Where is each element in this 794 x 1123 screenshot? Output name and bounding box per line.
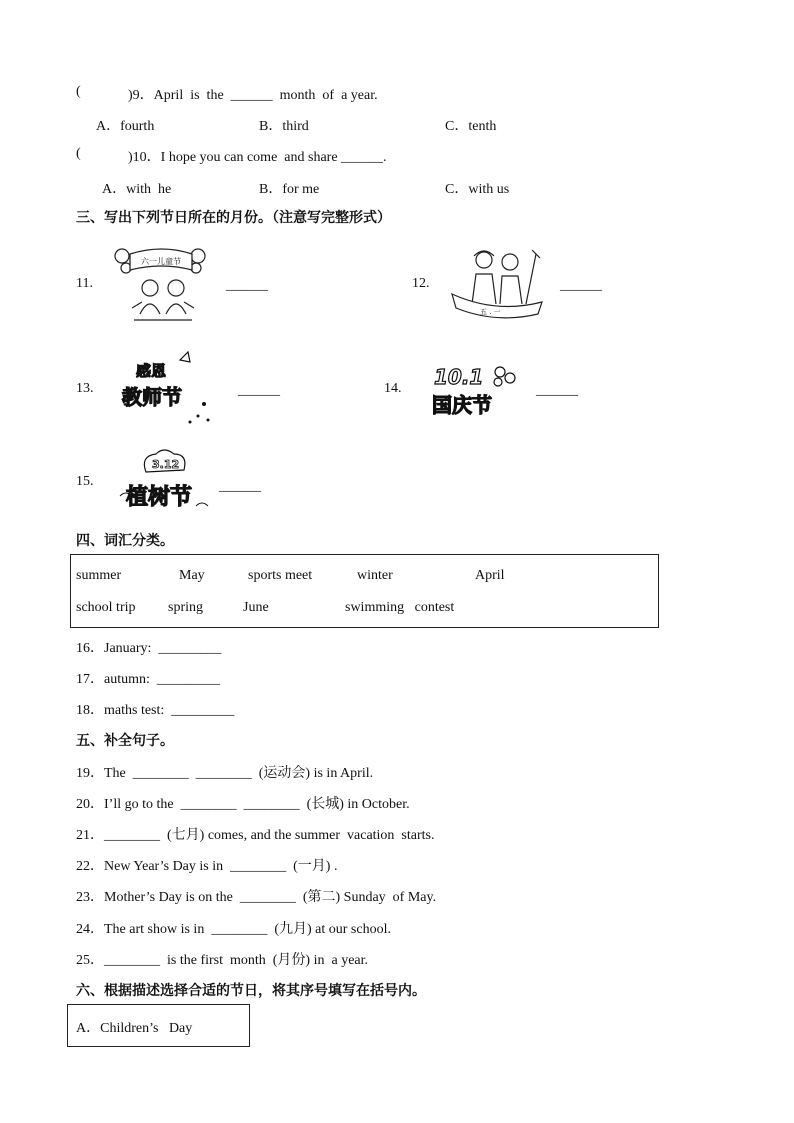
q18-text: 18．maths test: _________ — [76, 703, 235, 718]
tree-planting-top-caption: 3.12 — [152, 458, 180, 471]
q9-option-a: A．fourth — [96, 119, 155, 134]
childrens-day-caption: 六一儿童节 — [141, 257, 181, 266]
national-day-caption: 国庆节 — [432, 393, 492, 417]
option-a-label: A．Children’s Day — [76, 1021, 193, 1036]
section4-title: 四、词汇分类。 — [76, 533, 174, 549]
national-day-top-caption: 10.1 — [434, 365, 484, 389]
word-spring: spring — [168, 600, 203, 615]
q24-text: 24．The art show is in ________ (九月) at our school. — [76, 922, 391, 937]
q9-option-b: B．third — [259, 119, 309, 134]
labour-day-picture — [446, 244, 546, 324]
q16-text: 16．January: _________ — [76, 641, 222, 656]
tree-planting-day-picture — [116, 446, 212, 518]
q21-text: 21．________ (七月) comes, and the summer vacation starts. — [76, 828, 435, 843]
teachers-day-caption: 教师节 — [122, 385, 182, 409]
q23-text: 23．Mother’s Day is on the ________ (第二) Sunday of May. — [76, 890, 437, 905]
word-sports-meet: sports meet — [248, 568, 313, 583]
word-swimming-contest: swimming contest — [345, 600, 455, 615]
q9-paren: ( — [76, 84, 81, 99]
word-april: April — [475, 568, 505, 583]
word-summer: summer — [76, 568, 122, 583]
q10-option-a: A．with he — [102, 182, 172, 197]
childrens-day-picture — [112, 244, 212, 324]
word-bank-box — [70, 554, 659, 628]
q11-number: 11. — [76, 276, 93, 291]
q9-option-c: C．tenth — [445, 119, 497, 134]
q10-text: )10．I hope you can come and share ______. — [128, 150, 387, 165]
q15-blank[interactable]: ______ — [219, 479, 261, 494]
q15-number: 15. — [76, 474, 94, 489]
q17-text: 17．autumn: _________ — [76, 672, 220, 687]
q20-text: 20．I’ll go to the ________ ________ (长城) in October. — [76, 797, 410, 812]
q10-option-c: C．with us — [445, 182, 510, 197]
word-winter: winter — [357, 568, 393, 583]
section6-title: 六、根据描述选择合适的节日，将其序号填写在括号内。 — [76, 983, 426, 999]
q25-text: 25．________ is the first month (月份) in a year. — [76, 953, 369, 968]
q22-text: 22．New Year’s Day is in ________ (一月) . — [76, 859, 338, 874]
national-day-picture — [428, 358, 524, 420]
section5-title: 五、补全句子。 — [76, 733, 174, 749]
q19-text: 19．The ________ ________ (运动会) is in April. — [76, 766, 374, 781]
word-may: May — [179, 568, 205, 583]
q13-blank[interactable]: ______ — [238, 383, 280, 398]
q9-text: )9．April is the ______ month of a year. — [128, 88, 378, 103]
q14-number: 14. — [384, 381, 402, 396]
q10-option-b: B．for me — [259, 182, 320, 197]
word-june: June — [243, 600, 269, 615]
section3-title: 三、写出下列节日所在的月份。（注意写完整形式） — [76, 210, 391, 226]
word-school-trip: school trip — [76, 600, 136, 615]
q13-number: 13. — [76, 381, 94, 396]
tree-planting-caption: 植树节 — [126, 485, 193, 510]
q12-blank[interactable]: ______ — [560, 278, 602, 293]
q14-blank[interactable]: ______ — [536, 383, 578, 398]
teachers-day-picture — [108, 350, 220, 426]
q11-blank[interactable]: ______ — [226, 278, 268, 293]
labour-day-caption: 五 . 一 — [480, 308, 501, 316]
q12-number: 12. — [412, 276, 430, 291]
q10-paren: ( — [76, 146, 81, 161]
teachers-day-top-caption: 感恩 — [136, 362, 167, 380]
